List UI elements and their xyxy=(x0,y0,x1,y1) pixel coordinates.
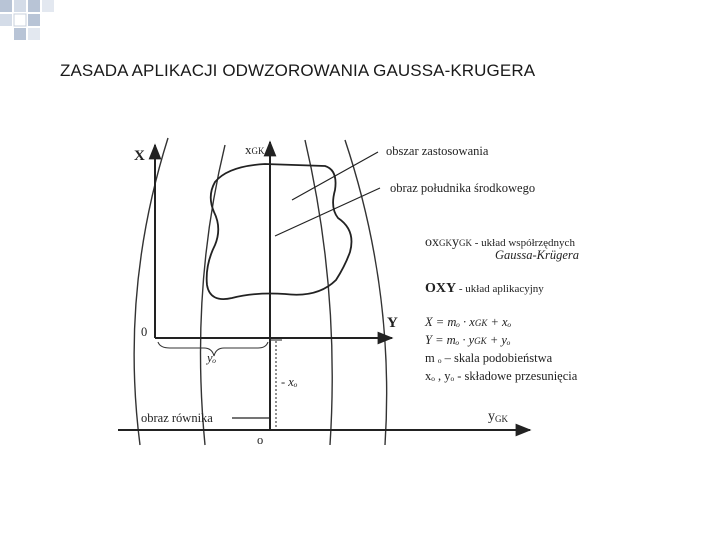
label-xgk: xGK xyxy=(245,142,265,157)
leader-lines xyxy=(232,152,380,418)
meridian-curves xyxy=(134,138,387,445)
slide-title: ZASADA APLIKACJI ODWZOROWANIA GAUSSA-KRUGERA xyxy=(60,61,536,80)
label-poludnik: obraz południka środkowego xyxy=(390,181,536,195)
equation-scale: m ₒ – skala podobieństwa xyxy=(425,351,553,365)
meridian-left-outer xyxy=(134,138,168,445)
label-obszar: obszar zastosowania xyxy=(386,144,489,158)
label-y0: yₒ xyxy=(207,351,217,365)
meridian-right-outer xyxy=(345,140,387,445)
label-origin-gk: o xyxy=(257,433,264,447)
equation-X: X = mₒ · xGK + xₒ xyxy=(425,315,512,329)
legend-oxygk: oxGKyGK - układ współrzędnych xyxy=(425,235,575,250)
label-ygk: yGK xyxy=(488,409,508,424)
label-Y: Y xyxy=(387,315,398,331)
legend-oxy: OXY - układ aplikacyjny xyxy=(425,281,544,296)
equation-shift: xₒ , yₒ - składowe przesunięcia xyxy=(425,369,578,383)
label-x0: - xₒ xyxy=(281,375,298,389)
equation-Y: Y = mₒ · yGK + yₒ xyxy=(425,333,511,347)
leader-poludnik xyxy=(275,188,380,236)
label-X: X xyxy=(134,148,145,164)
application-axes xyxy=(155,145,392,338)
label-rownik: obraz równika xyxy=(141,411,213,425)
legend-gaussa-kruger: Gaussa-Krügera xyxy=(495,248,580,262)
application-area-outline xyxy=(207,164,352,299)
label-origin-app: 0 xyxy=(141,325,148,339)
